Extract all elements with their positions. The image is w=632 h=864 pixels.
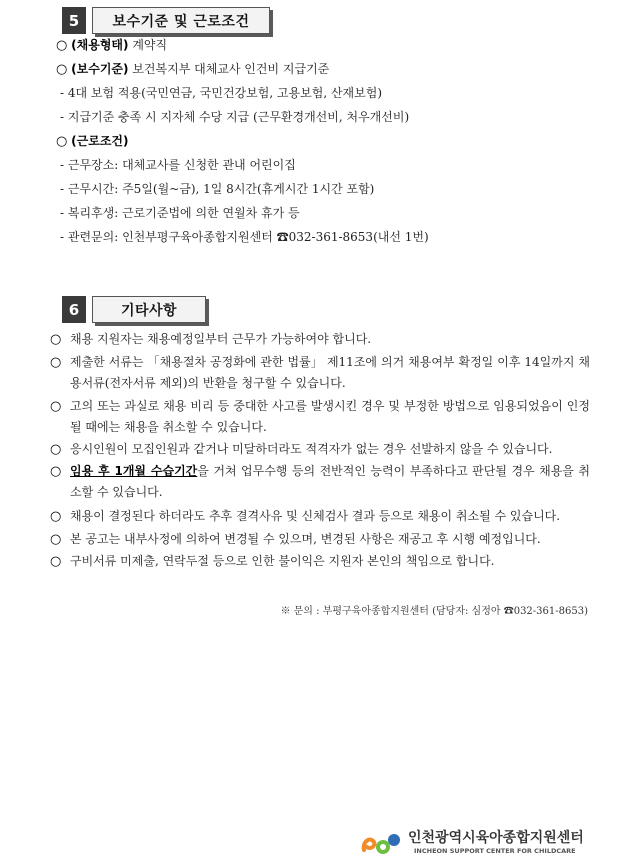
bullet-circle-icon: ○ xyxy=(50,554,62,569)
pay-item: - 지급기준 충족 시 지자체 수당 지급 (근무환경개선비, 처우개선비) xyxy=(60,110,410,124)
contact-note: ※ 문의 : 부평구육아종합지원센터 (담당자: 심정아 ☎032-361-8653) xyxy=(280,606,588,617)
section5-number: 5 xyxy=(62,7,86,34)
center-logo xyxy=(360,826,590,860)
notice-text xyxy=(70,461,590,503)
notice-text: 채용이 결정된다 하더라도 추후 결격사유 및 신체검사 결과 등으로 채용이 취소될 수 있습니다. xyxy=(70,509,561,523)
notice-item xyxy=(50,551,590,572)
section6-number: 6 xyxy=(62,296,86,323)
bullet-circle-icon: ○ xyxy=(50,509,62,524)
conditions-heading xyxy=(56,133,129,150)
bullet-circle-icon: ○ xyxy=(56,38,68,53)
pay-label: (보수기준) xyxy=(71,62,129,76)
pay-text: 보건복지부 대체교사 인건비 지급기준 xyxy=(128,62,330,76)
section6-title: 기타사항 xyxy=(92,296,206,323)
employment-text: 계약직 xyxy=(128,38,168,52)
notice-text: 본 공고는 내부사정에 의하여 변경될 수 있으며, 변경된 사항은 재공고 후 시행 예정입니다. xyxy=(70,532,541,546)
pay-item: - 4대 보험 적용(국민연금, 국민건강보험, 고용보험, 산재보험) xyxy=(60,86,383,100)
section5-header xyxy=(62,7,270,34)
notice-item xyxy=(50,506,590,527)
conditions-item: - 근무시간: 주5일(월~금), 1일 8시간(휴게시간 1시간 포함) xyxy=(60,182,375,196)
logo-mark-icon xyxy=(360,828,402,858)
conditions-label: (근로조건) xyxy=(71,134,129,148)
notice-item xyxy=(50,329,590,350)
notice-item xyxy=(50,439,590,460)
notice-text: 채용 지원자는 채용예정일부터 근무가 가능하여야 합니다. xyxy=(70,332,372,346)
logo-english: INCHEON SUPPORT CENTER FOR CHILDCARE xyxy=(414,847,576,855)
conditions-item: - 근무장소: 대체교사를 신청한 관내 어린이집 xyxy=(60,158,296,172)
probation-rest: 을 거쳐 업무수행 등의 전반적인 능력이 부족하다고 판단될 경우 채용을 취소할 수 있습니다. xyxy=(70,464,590,499)
section5-title: 보수기준 및 근로조건 xyxy=(92,7,270,34)
bullet-circle-icon: ○ xyxy=(50,532,62,547)
bullet-circle-icon: ○ xyxy=(50,442,62,457)
logo-name: 인천광역시육아종합지원센터 xyxy=(408,830,584,846)
notice-text: 제출한 서류는 「채용절차 공정화에 관한 법률」 제11조에 의거 채용여부 확정일 이후 14일까지 채용서류(전자서류 제외)의 반환을 청구할 수 있습니다. xyxy=(70,355,590,390)
employment-label: (채용형태) xyxy=(71,38,129,52)
notice-text: 고의 또는 과실로 채용 비리 등 중대한 사고를 발생시킨 경우 및 부정한 방법으로 임용되었음이 인정될 때에는 채용을 취소할 수 있습니다. xyxy=(70,399,590,434)
bullet-circle-icon: ○ xyxy=(50,332,62,347)
bullet-circle-icon: ○ xyxy=(50,464,62,479)
notice-item xyxy=(50,352,590,394)
notice-item xyxy=(50,396,590,438)
bullet-circle-icon: ○ xyxy=(56,134,68,149)
employment-heading xyxy=(56,37,167,54)
probation-emphasis: 임용 후 1개월 수습기간 xyxy=(70,464,198,478)
notice-text: 응시인원이 모집인원과 같거나 미달하더라도 적격자가 없는 경우 선발하지 않을 수 있습니다. xyxy=(70,442,553,456)
section6-header xyxy=(62,296,206,323)
pay-heading xyxy=(56,61,329,78)
bullet-circle-icon: ○ xyxy=(50,399,62,414)
bullet-circle-icon: ○ xyxy=(56,62,68,77)
conditions-item: - 복리후생: 근로기준법에 의한 연월차 휴가 등 xyxy=(60,206,300,220)
notice-item xyxy=(50,529,590,550)
notice-text: 구비서류 미제출, 연락두절 등으로 인한 불이익은 지원자 본인의 책임으로 합니다. xyxy=(70,554,495,568)
conditions-item: - 관련문의: 인천부평구육아종합지원센터 ☎032-361-8653(내선 1번) xyxy=(60,230,429,244)
notice-item-probation xyxy=(50,461,590,503)
bullet-circle-icon: ○ xyxy=(50,355,62,370)
